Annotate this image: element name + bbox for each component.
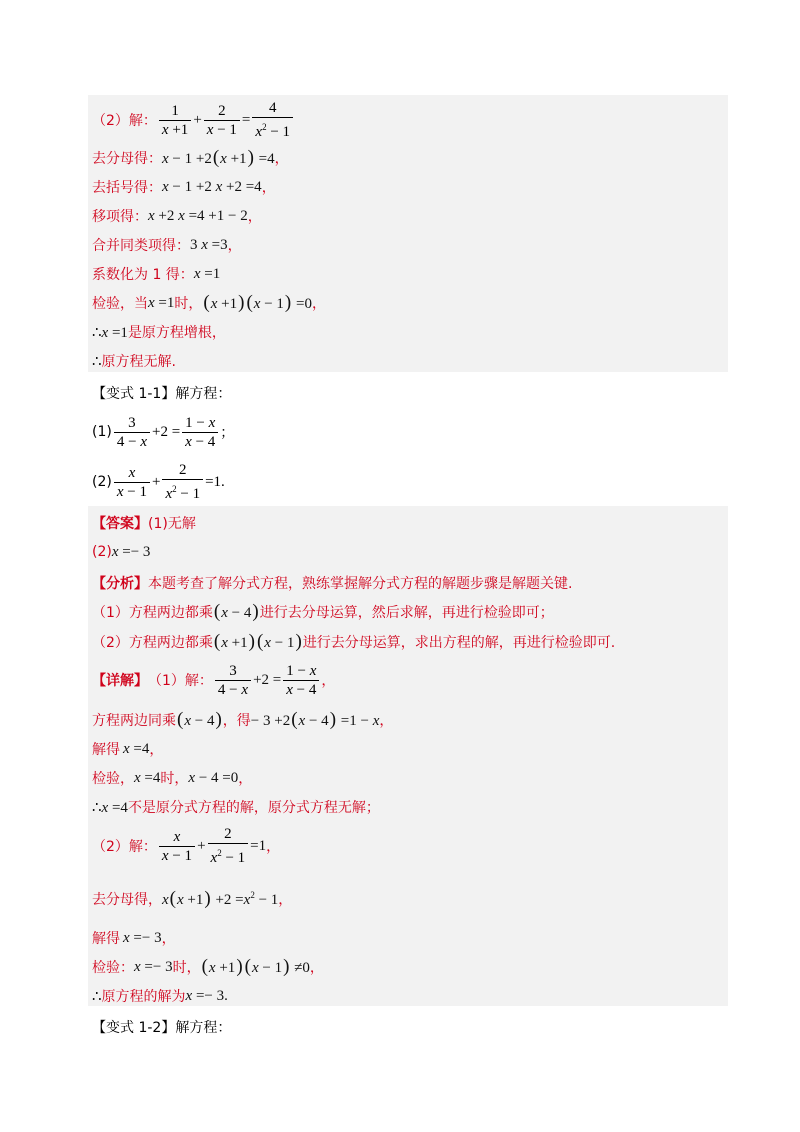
detail-line: 去分母得， $x(x +1) +2 =x^2 - 1$ ， (92, 888, 293, 909)
math-expression: x =− 3 (111, 543, 151, 560)
fraction: $\frac{1 - x}{x - 4}$ (283, 663, 319, 698)
fraction: $\frac{x}{x - 1}$ (159, 829, 195, 864)
math-expression: (x +1) (x − 1) ≠0 (201, 956, 310, 977)
variant-header (92, 378, 231, 408)
fraction: $\frac{3}{4 - x}$ (215, 663, 251, 698)
fraction: $\frac{1}{x +1}$ (159, 103, 191, 138)
fraction: $\frac{3}{4 - x}$ (114, 415, 150, 450)
math-expression: x − 4 =0 (188, 769, 239, 786)
math-expression: (x − 4) (177, 709, 222, 730)
detail-line (92, 792, 380, 822)
analysis-line (92, 568, 572, 598)
detail-text: ，得 (222, 713, 251, 729)
detail-line: ∴ 原方程的解为 x =− 3. (92, 987, 228, 1005)
analysis-text: 进行去分母运算，然后求解，再进行检验即可； (259, 605, 554, 621)
analysis-text: （1）方程两边都乘 (92, 605, 213, 621)
step-label: （2）解： (92, 113, 157, 129)
detail-label: （2）解： (92, 839, 157, 855)
step-line: 去分母得： x − 1 +2(x +1) =4 ， (92, 147, 289, 168)
question-2: (2) $\frac{x}{x - 1}$ + $\frac{2}{x^2 - 1}$ =1. (92, 462, 225, 502)
math-expression: (x +1) (x − 1) =0 (203, 292, 312, 313)
answer-label: (2) (92, 544, 112, 560)
step-text: 去括号得： (92, 180, 162, 196)
detail-text: 检验： (92, 960, 134, 976)
step-line: 合并同类项得： 3 x =3 ， (92, 236, 242, 254)
math-expression: x =4 (134, 769, 161, 786)
math-expression: x − 1 +2 x +2 =4 (162, 178, 262, 195)
fraction: $\frac{x}{x - 1}$ (114, 465, 150, 500)
fraction: $\frac{1 - x}{x - 4}$ (182, 415, 218, 450)
detail-text: 方程两边同乘 (92, 713, 176, 729)
detail-line: 方程两边同乘 (x − 4) ，得 − 3 +2(x − 4) =1 − x ， (92, 709, 394, 730)
fraction: $\frac{2}{x - 1}$ (204, 103, 240, 138)
analysis-tag: 【分析】 (92, 576, 148, 592)
part1-equation-line: （2）解： $\frac{1}{x +1}$ + $\frac{2}{x - 1}$ = $\frac{4}{x^2 - 1}$ (92, 100, 295, 140)
detail-line: 解得 x =− 3 ， (92, 929, 176, 947)
answer-tag: 【答案】 (92, 516, 148, 532)
math-expression: x +2 x =4 +1 − 2 (148, 207, 248, 224)
math-expression: x =− 3. (185, 987, 228, 1004)
step-line: ∴ 原方程无解. (92, 346, 176, 376)
detail-text: 解得 (92, 931, 120, 947)
fraction: $\frac{2}{x^2 - 1}$ (162, 462, 203, 502)
question-label: (1) (92, 424, 112, 440)
answer-line (92, 508, 196, 538)
step-text: 去分母得： (92, 151, 162, 167)
analysis-line (92, 597, 554, 627)
variant-header (92, 1012, 231, 1042)
analysis-text: （2）方程两边都乘 (92, 635, 213, 651)
step-line: 检验，当 x =1 时， (x +1) (x − 1) =0 ， (92, 292, 326, 313)
fraction: $\frac{4}{x^2 - 1}$ (252, 100, 293, 140)
detail-line: （2）解： $\frac{x}{x - 1}$ + $\frac{2}{x^2 - 1}$ =1 ， (92, 826, 281, 866)
step-text: 检验，当 (92, 296, 148, 312)
analysis-text: 本题考查了解分式方程，熟练掌握解分式方程的解题步骤是解题关键. (148, 576, 573, 592)
step-text: 移项得： (92, 209, 148, 225)
step-line (92, 317, 226, 347)
detail-line: 检验： x =− 3 时， (x +1) (x − 1) ≠0 ， (92, 956, 324, 977)
math-expression: x =1 (148, 294, 175, 311)
question-label: (2) (92, 474, 112, 490)
step-text: 是原方程增根， (127, 325, 226, 341)
detail-line: 解得 x =4 ， (92, 740, 164, 758)
step-text: 合并同类项得： (92, 238, 190, 254)
variant-title: 【变式 1-1】解方程： (92, 386, 232, 402)
analysis-text: 进行去分母运算，求出方程的解，再进行检验即可. (302, 635, 616, 651)
detail-label: （1）解： (148, 673, 213, 689)
math-expression: (x +1) (x − 1) (213, 631, 302, 652)
question-1: (1) $\frac{3}{4 - x}$ +2 = $\frac{1 - x}{x - 4}$ ； (92, 414, 235, 450)
math-expression: x =− 3 (134, 958, 173, 975)
answer-line (92, 537, 150, 567)
detail-text: 不是原分式方程的解，原分式方程无解； (127, 800, 380, 816)
detail-text: 去分母得， (92, 892, 162, 908)
math-expression: x =1 (193, 265, 221, 282)
math-expression: ∴x =4 (92, 799, 128, 816)
math-expression: x − 1 +2(x +1) =4 (162, 147, 275, 168)
detail-tag: 【详解】 (92, 673, 148, 689)
math-expression: (x − 4) (213, 601, 259, 622)
fraction: $\frac{2}{x^2 - 1}$ (208, 826, 249, 866)
step-text: 原方程无解. (101, 354, 176, 370)
math-expression: − 3 +2(x − 4) =1 − x (250, 709, 380, 730)
detail-line: 检验， x =4 时， x − 4 =0 ， (92, 769, 253, 787)
step-line: 去括号得： x − 1 +2 x +2 =4 ， (92, 178, 276, 196)
step-text: 系数化为 1 得： (92, 267, 194, 283)
answer-text: (1)无解 (148, 516, 196, 532)
detail-text: 检验， (92, 771, 134, 787)
step-line (92, 259, 220, 289)
detail-text: 原方程的解为 (101, 989, 186, 1005)
math-expression: ∴x =1 (92, 324, 128, 341)
step-line: 移项得： x +2 x =4 +1 − 2 ， (92, 207, 262, 225)
analysis-line (92, 627, 615, 657)
math-expression: $x(x +1) +2 =x^2 - 1$ (162, 888, 279, 909)
math-expression: 3 x =3 (190, 236, 228, 253)
detail-line: 【详解】 （1）解： $\frac{3}{4 - x}$ +2 = $\frac{1 - x}{x - 4}$ ， (92, 662, 336, 698)
math-expression: x =4 (123, 740, 150, 757)
detail-text: 解得 (92, 742, 120, 758)
variant-title: 【变式 1-2】解方程： (92, 1020, 232, 1036)
math-expression: x =− 3 (123, 929, 162, 946)
